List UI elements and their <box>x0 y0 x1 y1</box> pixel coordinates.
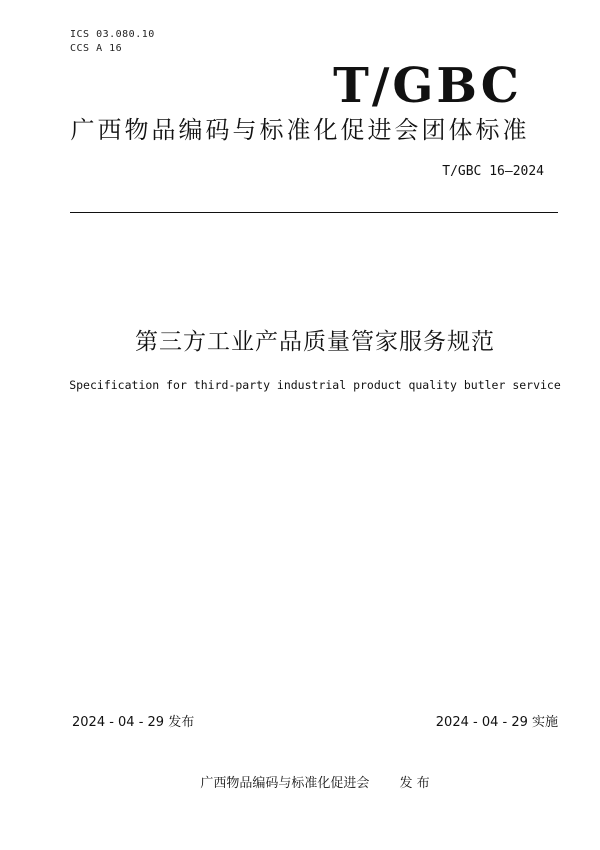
publisher-name: 广西物品编码与标准化促进会 <box>200 776 370 791</box>
document-title-english: Specification for third-party industrial product quality butler service <box>69 378 561 392</box>
publish-action: 发 布 <box>399 776 430 791</box>
ics-code: ICS 03.080.10 <box>70 29 155 40</box>
standard-number: T/GBC 16—2024 <box>442 164 544 179</box>
standard-logo: T/GBC <box>333 58 522 114</box>
issue-date: 2024 - 04 - 29 发布 <box>72 715 195 730</box>
header-divider <box>70 212 558 213</box>
ccs-code: CCS A 16 <box>70 43 123 54</box>
implementation-date: 2024 - 04 - 29 实施 <box>435 715 558 730</box>
publisher-line <box>0 775 600 793</box>
document-title-chinese: 第三方工业产品质量管家服务规范 <box>135 329 495 355</box>
organization-header: 广西物品编码与标准化促进会团体标准 <box>70 116 530 144</box>
